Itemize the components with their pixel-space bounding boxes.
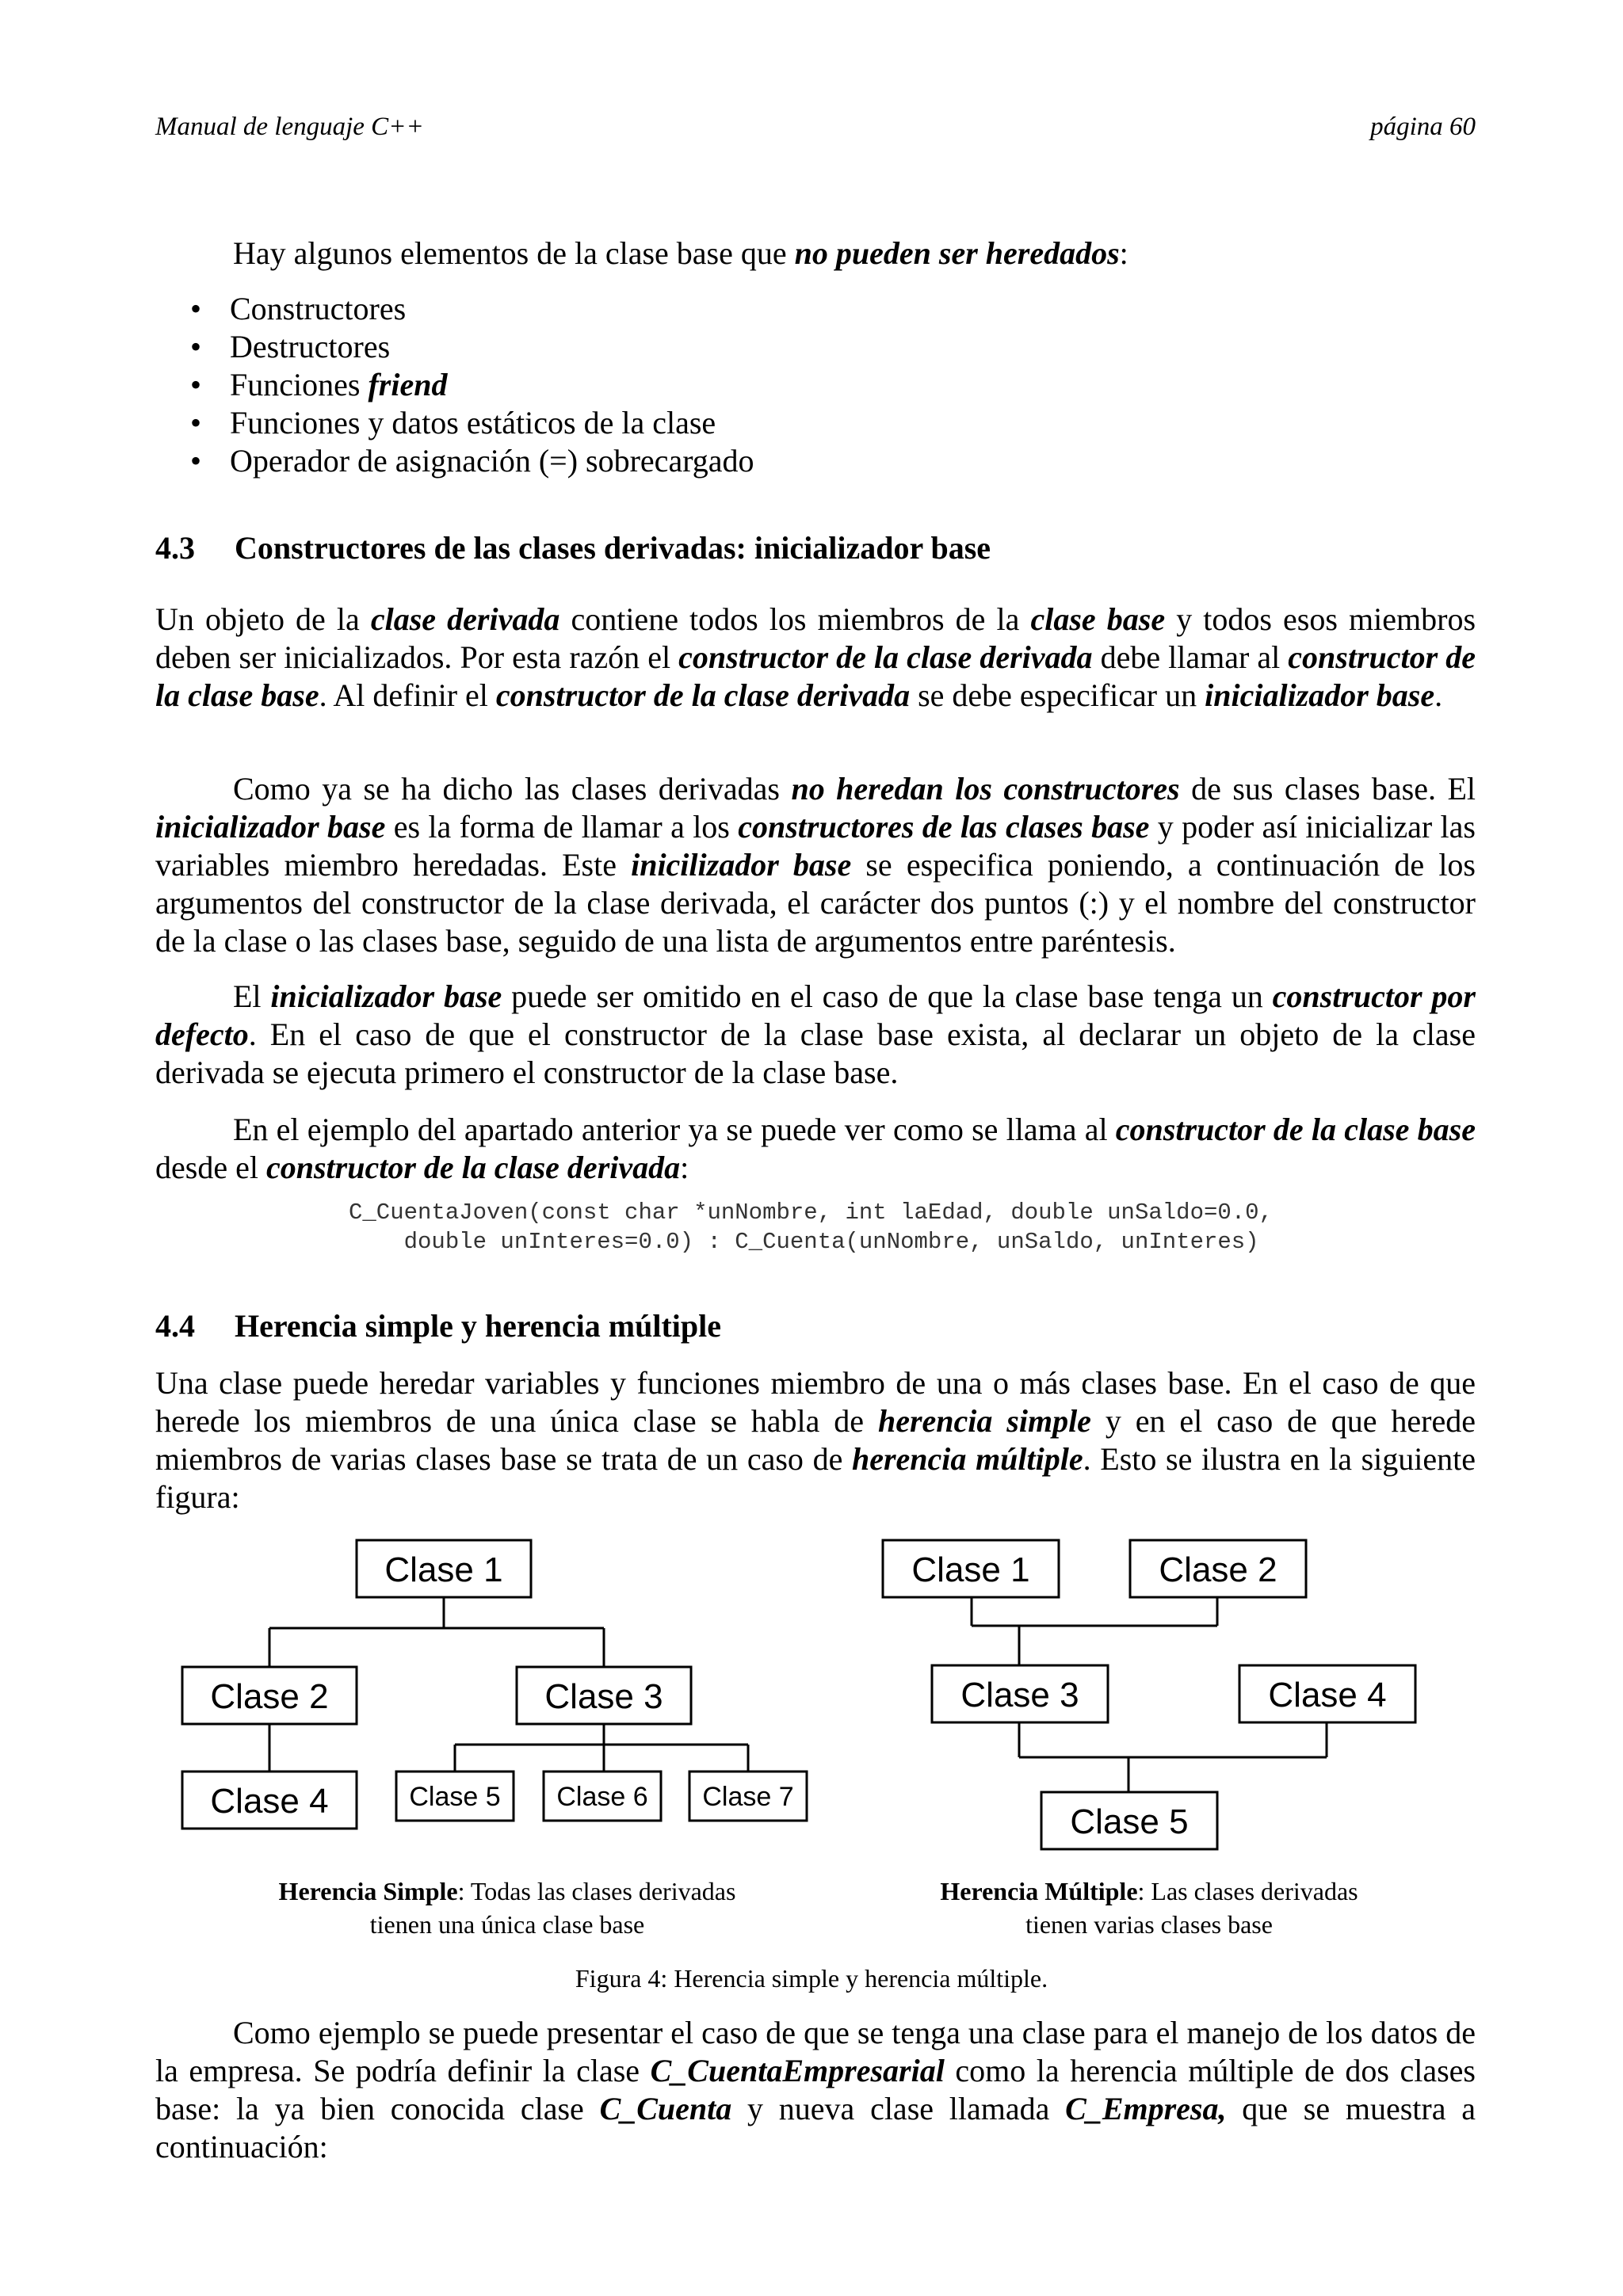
class-label: Clase 1 (384, 1550, 503, 1589)
class-box (396, 1772, 514, 1821)
class-box (544, 1772, 661, 1821)
bullet-icon: • (190, 443, 202, 479)
bullet-icon: • (190, 291, 202, 326)
class-label: Clase 3 (960, 1676, 1079, 1714)
class-label: Clase 4 (1268, 1676, 1387, 1714)
intro-paragraph (233, 235, 1128, 273)
class-box (932, 1665, 1108, 1722)
caption-simple: Herencia Simple: Todas las clases derivadas tienen una única clase base (278, 1877, 736, 1939)
caption-multiple: Herencia Múltiple: Las clases derivadas tienen varias clases base (940, 1877, 1358, 1939)
class-box (182, 1667, 357, 1724)
class-box (1130, 1540, 1306, 1597)
section-heading-4-3 (155, 529, 991, 567)
list-item (190, 404, 716, 442)
code-block (349, 1198, 1273, 1257)
class-box (689, 1772, 807, 1821)
list-item-text: Destructores (230, 329, 391, 364)
class-label: Clase 7 (702, 1782, 794, 1812)
section-number: 4.4 (155, 1308, 195, 1344)
section-title: Constructores de las clases derivadas: inicializador base (235, 530, 991, 566)
class-label: Clase 2 (1159, 1550, 1277, 1589)
list-item-text: Operador de asignación (=) sobrecargado (230, 443, 754, 479)
class-box (357, 1540, 531, 1597)
class-label: Clase 4 (210, 1782, 329, 1821)
bullet-icon: • (190, 405, 202, 441)
class-box (883, 1540, 1059, 1597)
class-box (182, 1772, 357, 1829)
intro-text: Hay algunos elementos de la clase base que (233, 235, 795, 271)
running-header-title: Manual de lenguaje C++ (155, 113, 424, 141)
page-number: página 60 (1370, 113, 1476, 141)
class-label: Clase 5 (409, 1782, 501, 1812)
paragraph-5: Una clase puede heredar variables y funciones miembro de una o más clases base. En el caso de que herede los miembros de una única clase se habla de herencia simple y en el caso de que herede miembros de varias clases base se trata de un caso de herencia múltiple. Esto se ilustra en la siguiente figura: (155, 1365, 1476, 1515)
caption-simple-title: Herencia Simple (278, 1877, 458, 1905)
code-line: double unInteres=0.0) : C_Cuenta(unNombre, unSaldo, unInteres) (349, 1229, 1259, 1255)
bullet-icon: • (190, 367, 202, 402)
paragraph-4: En el ejemplo del apartado anterior ya se puede ver como se llama al constructor de la clase base desde el constructor de la clase derivada: (155, 1112, 1476, 1185)
section-number: 4.3 (155, 530, 195, 566)
list-item-emphasis: friend (368, 367, 448, 402)
intro-colon: : (1119, 235, 1128, 271)
class-box (517, 1667, 691, 1724)
list-item-text: Funciones (230, 367, 369, 402)
list-item-text: Constructores (230, 291, 407, 326)
list-item-text: Funciones y datos estáticos de la clase (230, 405, 716, 441)
paragraph-1: Un objeto de la clase derivada contiene todos los miembros de la clase base y todos esos miembros deben ser inicializados. Por esta razón el constructor de la clase derivada debe llamar al constructor de la clase base. Al definir el constructor de la clase derivada se debe especificar un inicializador base. (155, 601, 1476, 713)
paragraph-6: Como ejemplo se puede presentar el caso de que se tenga una clase para el manejo de los datos de la empresa. Se podría definir la clase C_CuentaEmpresarial como la herencia múltiple de dos clases base: la ya bien conocida clase C_Cuenta y nueva clase llamada C_Empresa, que se muestra a continuación: (155, 2015, 1476, 2164)
paragraph-3: El inicializador base puede ser omitido en el caso de que la clase base tenga un constructor por defecto. En el caso de que el constructor de la clase base exista, al declarar un objeto de la clase derivada se ejecuta primero el constructor de la clase base. (155, 978, 1476, 1090)
section-heading-4-4 (155, 1307, 721, 1345)
code-line: C_CuentaJoven(const char *unNombre, int laEdad, double unSaldo=0.0, (349, 1199, 1273, 1226)
list-item (190, 366, 448, 404)
class-label: Clase 3 (544, 1677, 663, 1716)
bullet-icon: • (190, 329, 202, 364)
class-label: Clase 2 (210, 1677, 329, 1716)
caption-multiple-title: Herencia Múltiple (940, 1877, 1138, 1905)
class-label: Clase 6 (556, 1782, 648, 1812)
list-item (190, 328, 391, 366)
figure-caption: Figura 4: Herencia simple y herencia múltiple. (575, 1964, 1048, 1993)
section-title: Herencia simple y herencia múltiple (235, 1308, 722, 1344)
list-item (190, 290, 407, 328)
paragraph-2: Como ya se ha dicho las clases derivadas no heredan los constructores de sus clases base. El inicializador base es la forma de llamar a los constructores de las clases base y poder así inicializar las variables miembro heredadas. Este inicilizador base se especifica poniendo, a continuación de los argumentos del constructor de la clase derivada, el carácter dos puntos (:) y el nombre del constructor de la clase o las clases base, seguido de una lista de argumentos entre paréntesis. (155, 771, 1476, 959)
class-label: Clase 1 (911, 1550, 1030, 1589)
class-box (1041, 1792, 1217, 1849)
class-label: Clase 5 (1070, 1802, 1189, 1841)
class-box (1239, 1665, 1415, 1722)
intro-emphasis: no pueden ser heredados (794, 235, 1120, 271)
list-item (190, 442, 754, 480)
